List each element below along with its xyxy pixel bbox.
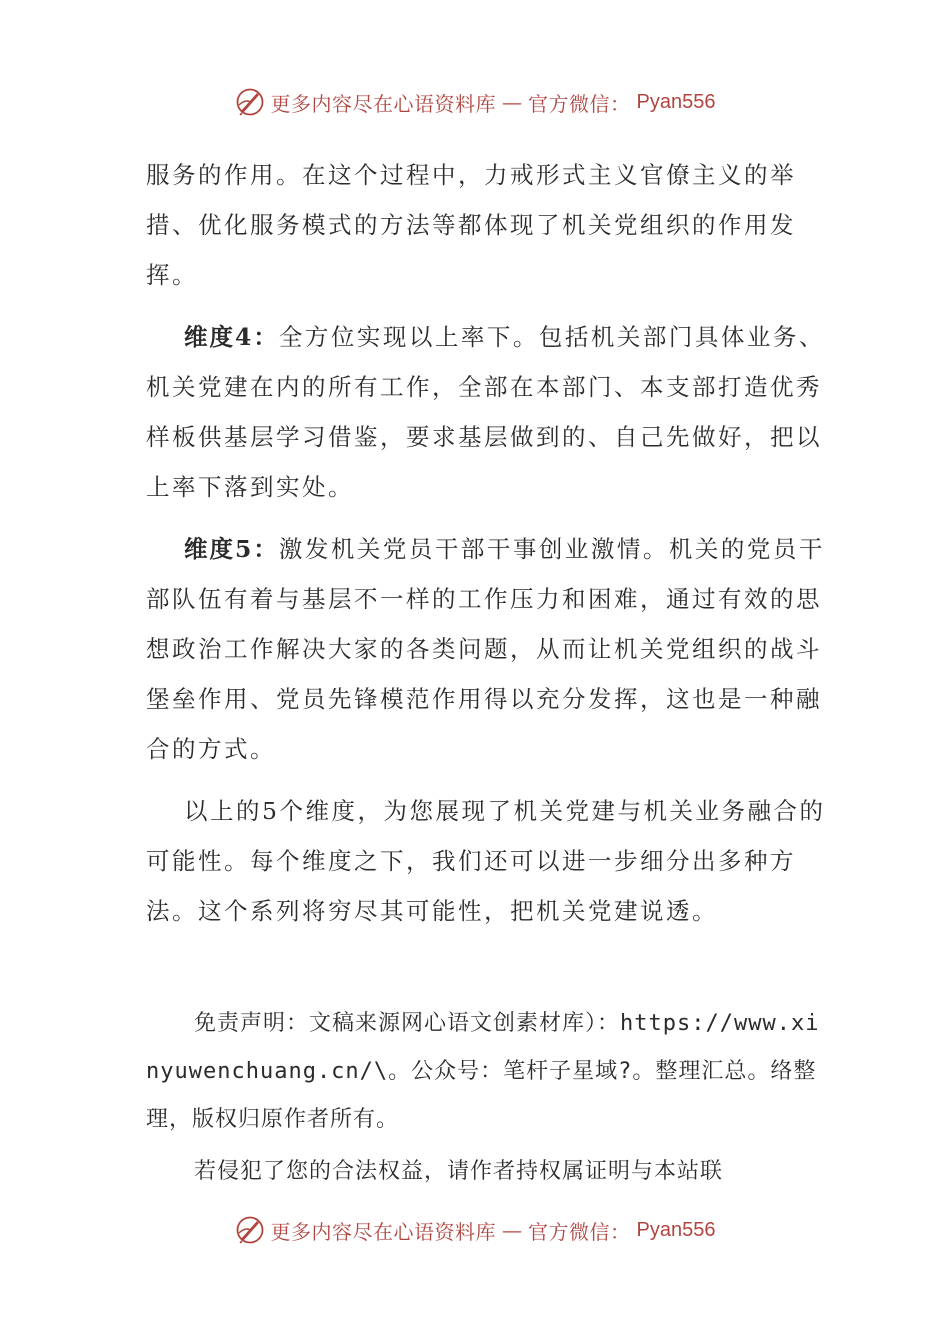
dimension-5-paragraph — [146, 524, 826, 774]
dimension-4-paragraph — [146, 312, 826, 512]
header-wechat-id: Pyan556 — [636, 90, 716, 113]
dimension-5-text: 激发机关党员干部干事创业激情。机关的党员干部队伍有着与基层不一样的工作压力和困难，通过有效的思想政治工作解决大家的各类问题，从而让机关党组织的战斗堡垒作用、党员先锋模范作用得以充分发挥，这也是一种融合的方式。 — [146, 535, 825, 763]
header-site-text: 更多内容尽在心语资料库 — [270, 91, 497, 116]
footer-banner — [0, 1210, 950, 1250]
quill-logo-icon — [235, 87, 265, 117]
disclaimer-url: https://www.xinyuwenchuang.cn/\ — [146, 1011, 820, 1084]
footer-site-text: 更多内容尽在心语资料库 — [270, 1219, 497, 1244]
header-banner — [0, 82, 950, 122]
footer-wechat-label: 官方微信： — [528, 1219, 631, 1244]
disclaimer-prefix: 免责声明：文稿来源网心语文创素材库）： — [194, 1011, 621, 1036]
dimension-4-label: 维度4： — [184, 323, 279, 351]
header-wechat-label: 官方微信： — [528, 91, 631, 116]
continuation-paragraph: 服务的作用。在这个过程中，力戒形式主义官僚主义的举措、优化服务模式的方法等都体现了机关党组织的作用发挥。 — [146, 161, 796, 289]
footer-separator: — — [502, 1218, 523, 1242]
summary-paragraph: 以上的5个维度，为您展现了机关党建与机关业务融合的可能性。每个维度之下，我们还可以进一步细分出多种方法。这个系列将穷尽其可能性，把机关党建说透。 — [146, 797, 826, 925]
footer-wechat-id: Pyan556 — [636, 1218, 716, 1241]
infringement-notice: 若侵犯了您的合法权益，请作者持权属证明与本站联 — [194, 1159, 724, 1184]
disclaimer-suffix: 。公众号：笔杆子星域?。整理汇总。络整理，版权归原作者所有。 — [146, 1059, 817, 1132]
disclaimer-paragraph — [146, 1000, 826, 1144]
dimension-4-text: 全方位实现以上率下。包括机关部门具体业务、机关党建在内的所有工作，全部在本部门、本支部打造优秀样板供基层学习借鉴，要求基层做到的、自己先做好，把以上率下落到实处。 — [146, 323, 825, 501]
document-body — [146, 150, 826, 1196]
dimension-5-label: 维度5： — [184, 535, 279, 563]
quill-logo-icon — [235, 1215, 265, 1245]
header-separator: — — [502, 90, 523, 114]
